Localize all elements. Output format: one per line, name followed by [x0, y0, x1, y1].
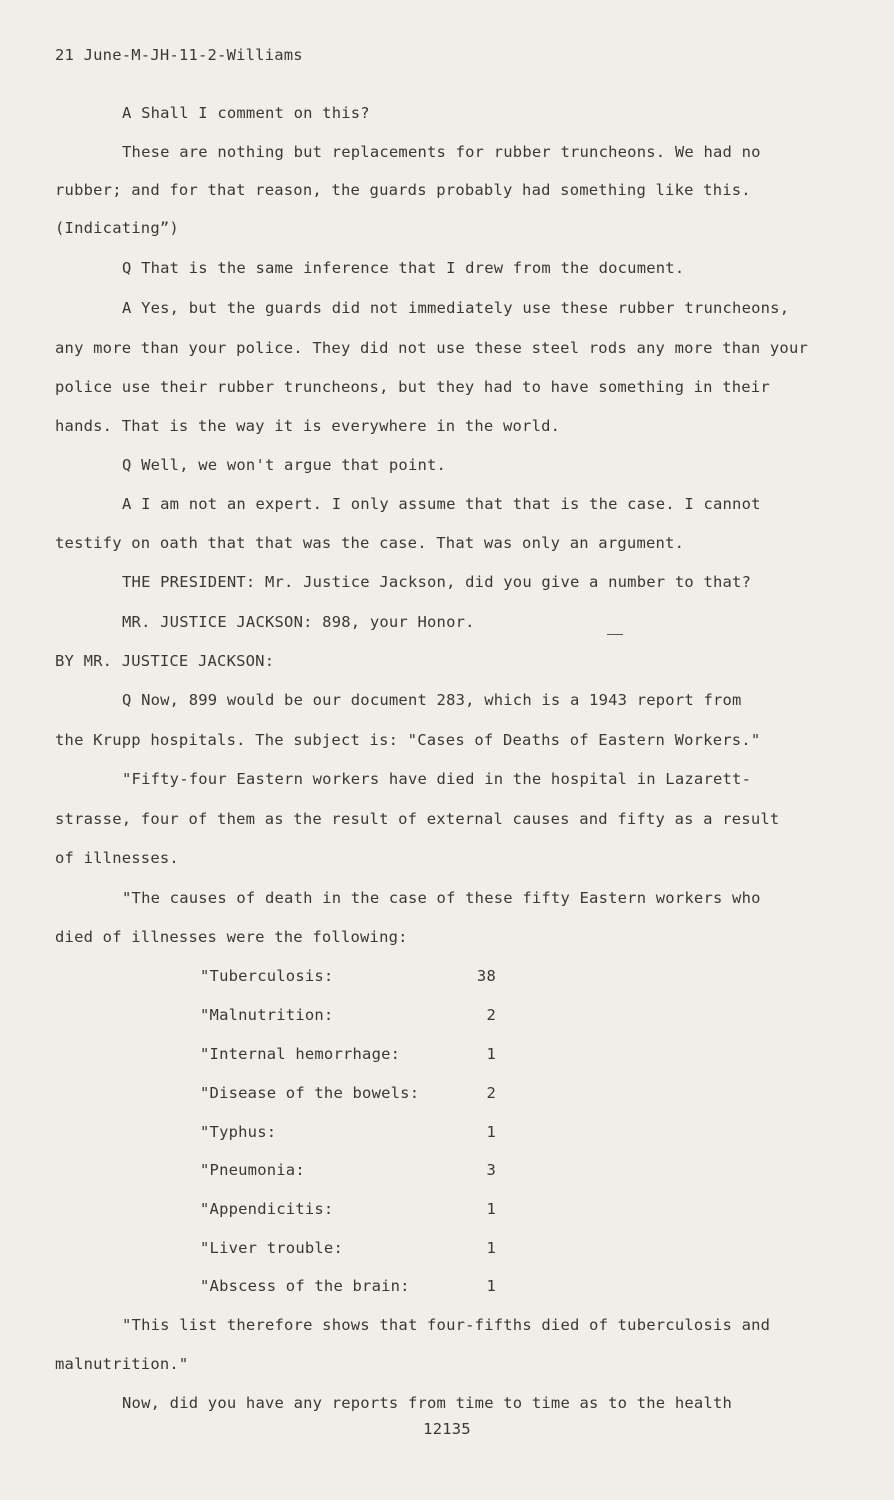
table-row-value: 1 [486, 1277, 496, 1295]
table-row-value: 1 [486, 1045, 496, 1063]
table-row-value: 2 [486, 1006, 496, 1024]
page-number: 12135 [423, 1420, 471, 1438]
text-line: the Krupp hospitals. The subject is: "Cases of Deaths of Eastern Workers." [55, 731, 761, 749]
stray-mark [607, 634, 623, 635]
text-line: (Indicating”) [55, 219, 179, 237]
text-line: died of illnesses were the following: [55, 928, 408, 946]
question-line: Q That is the same inference that I drew from the document. [122, 259, 685, 277]
quote-line: "This list therefore shows that four-fifths died of tuberculosis and [122, 1316, 771, 1334]
text-line: rubber; and for that reason, the guards probably had something like this. [55, 181, 751, 199]
speaker-line-jackson: MR. JUSTICE JACKSON: 898, your Honor. [122, 613, 475, 631]
text-line: strasse, four of them as the result of external causes and fifty as a result [55, 810, 780, 828]
text-line: police use their rubber truncheons, but they had to have something in their [55, 378, 770, 396]
table-row-label: "Malnutrition: [200, 1006, 334, 1024]
table-row-value: 38 [476, 967, 496, 985]
text-line: These are nothing but replacements for rubber truncheons. We had no [122, 143, 761, 161]
answer-line: A I am not an expert. I only assume that that is the case. I cannot [122, 495, 761, 513]
table-row-value: 1 [486, 1239, 496, 1257]
page-reference-header: 21 June-M-JH-11-2-Williams [55, 46, 303, 64]
table-row-value: 2 [486, 1084, 496, 1102]
answer-line: A Yes, but the guards did not immediately use these rubber truncheons, [122, 299, 790, 317]
question-line: Q Well, we won't argue that point. [122, 456, 447, 474]
table-row-label: "Liver trouble: [200, 1239, 343, 1257]
table-row-label: "Appendicitis: [200, 1200, 334, 1218]
quote-line: "The causes of death in the case of these fifty Eastern workers who [122, 889, 761, 907]
table-row-value: 1 [486, 1200, 496, 1218]
speaker-line-president: THE PRESIDENT: Mr. Justice Jackson, did you give a number to that? [122, 573, 752, 591]
table-row-label: "Typhus: [200, 1123, 277, 1141]
quote-line: "Fifty-four Eastern workers have died in the hospital in Lazarett- [122, 770, 752, 788]
table-row-label: "Internal hemorrhage: [200, 1045, 401, 1063]
table-row-label: "Pneumonia: [200, 1161, 305, 1179]
table-row-label: "Tuberculosis: [200, 967, 334, 985]
text-line: malnutrition." [55, 1355, 189, 1373]
examination-heading: BY MR. JUSTICE JACKSON: [55, 652, 275, 670]
table-row-value: 3 [486, 1161, 496, 1179]
text-line: any more than your police. They did not use these steel rods any more than your [55, 339, 809, 357]
text-line: of illnesses. [55, 849, 179, 867]
answer-line: A Shall I comment on this? [122, 104, 370, 122]
text-line: testify on oath that that was the case. That was only an argument. [55, 534, 685, 552]
text-line: Now, did you have any reports from time to time as to the health [122, 1394, 733, 1412]
table-row-label: "Disease of the bowels: [200, 1084, 420, 1102]
table-row-label: "Abscess of the brain: [200, 1277, 410, 1295]
table-row-value: 1 [486, 1123, 496, 1141]
question-line: Q Now, 899 would be our document 283, which is a 1943 report from [122, 691, 742, 709]
text-line: hands. That is the way it is everywhere in the world. [55, 417, 561, 435]
